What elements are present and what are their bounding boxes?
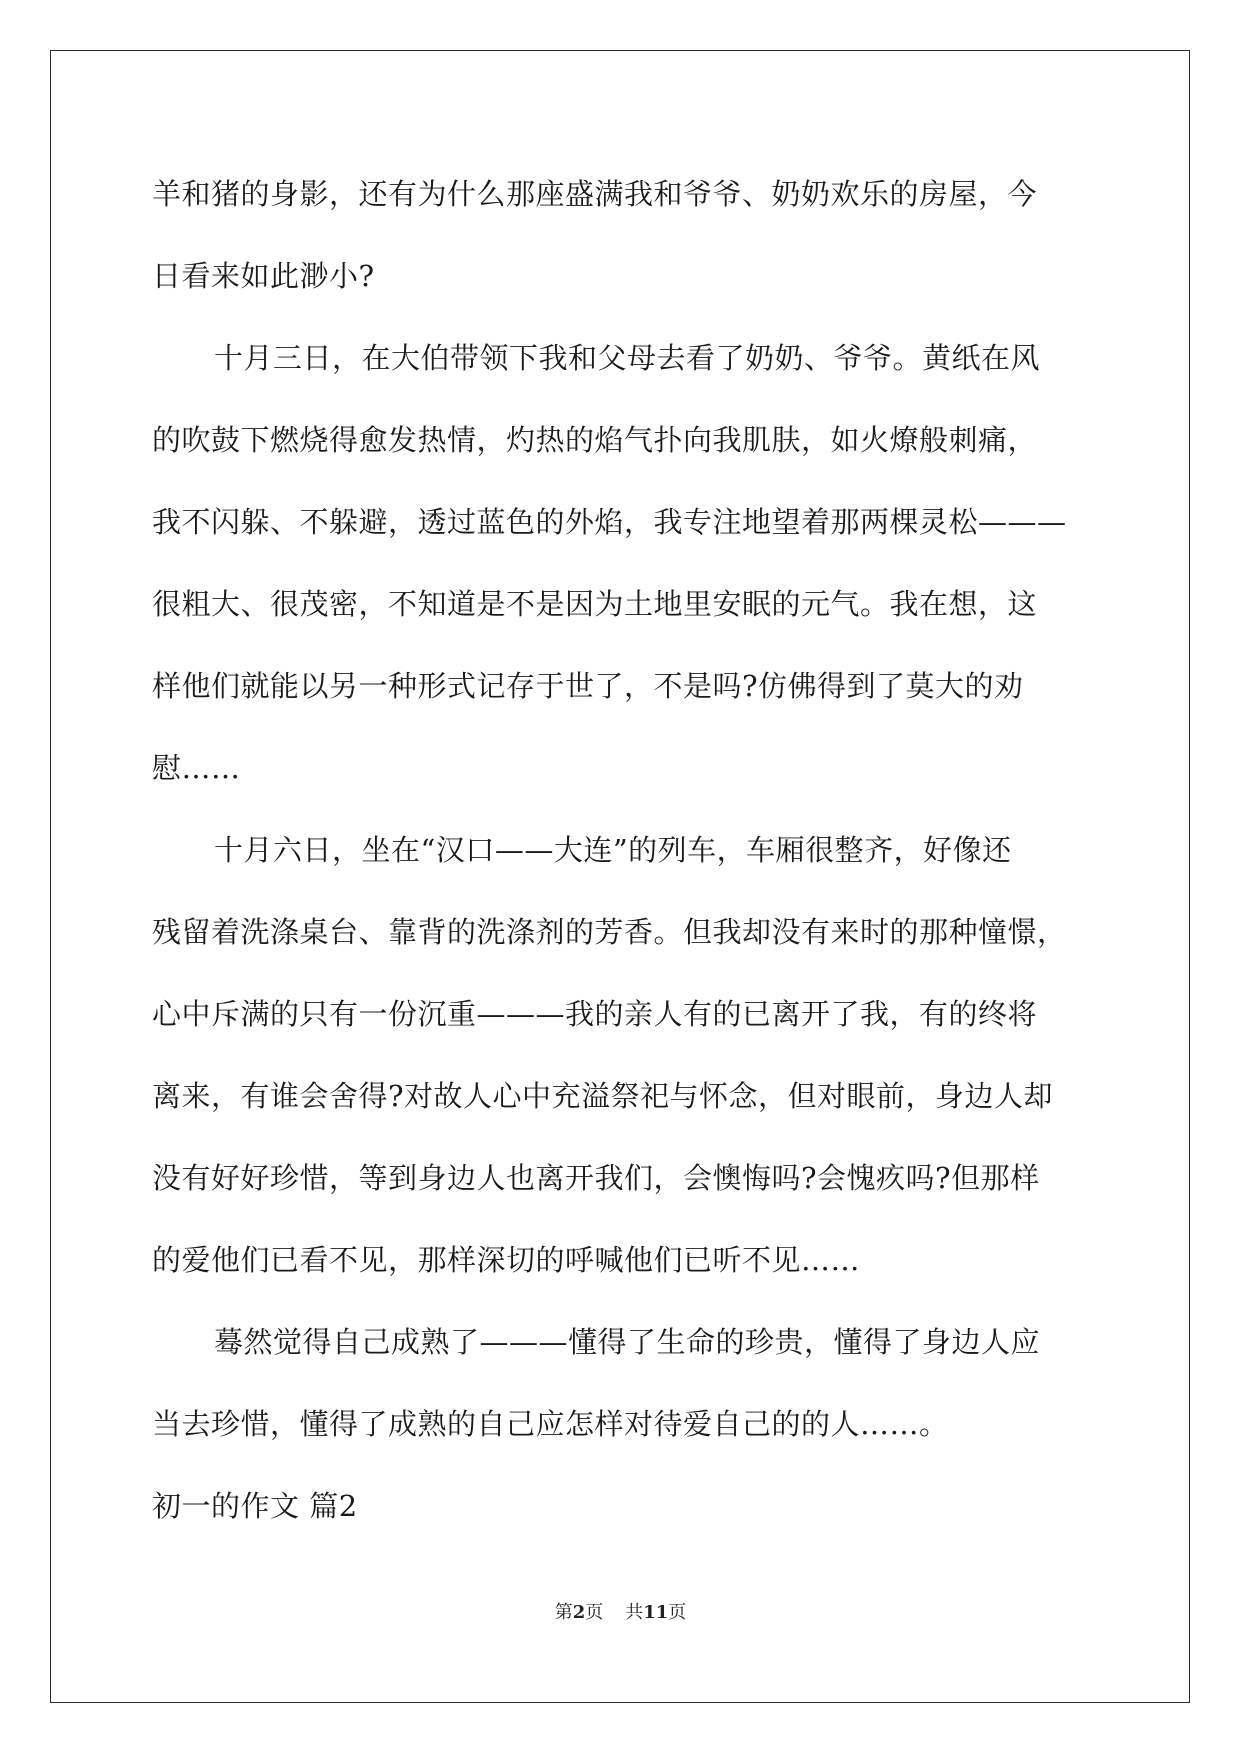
text-line: 当去珍惜，懂得了成熟的自己应怎样对待爱自己的的人……。: [152, 1407, 949, 1441]
text-line: 很粗大、很茂密，不知道是不是因为土地里安眠的元气。我在想，这: [152, 587, 1038, 621]
text-line: 离来，有谁会舍得?对故人心中充溢祭祀与怀念，但对眼前，身边人却: [152, 1079, 1054, 1113]
paragraph-start-line: 十月三日，在大伯带领下我和父母去看了奶奶、爷爷。黄纸在风: [214, 341, 1041, 375]
text-line: 我不闪躲、不躲避，透过蓝色的外焰，我专注地望着那两棵灵松———: [152, 505, 1067, 539]
text-line: 日看来如此渺小?: [152, 259, 375, 293]
total-pages: 11: [643, 1602, 669, 1623]
text-line: 的吹鼓下燃烧得愈发热情，灼热的焰气扑向我肌肤，如火燎般刺痛，: [152, 423, 1038, 457]
total-suffix: 页: [668, 1602, 687, 1623]
text-line: 样他们就能以另一种形式记存于世了，不是吗?仿佛得到了莫大的劝: [152, 669, 1024, 703]
section-heading: 初一的作文 篇2: [152, 1489, 358, 1523]
page-prefix: 第: [554, 1602, 573, 1623]
text-line: 残留着洗涤桌台、靠背的洗涤剂的芳香。但我却没有来时的那种憧憬，: [152, 915, 1067, 949]
page-number: 2: [572, 1602, 586, 1623]
text-line: 羊和猪的身影，还有为什么那座盛满我和爷爷、奶奶欢乐的房屋，今: [152, 177, 1038, 211]
page-suffix: 页: [585, 1602, 604, 1623]
document-body: [152, 153, 1094, 1547]
total-prefix: 共: [625, 1602, 644, 1623]
text-line: 慰……: [152, 751, 241, 785]
paragraph-start-line: 十月六日，坐在“汉口——大连”的列车，车厢很整齐，好像还: [214, 833, 1012, 867]
page-footer: [0, 1598, 1241, 1624]
text-line: 没有好好珍惜，等到身边人也离开我们，会懊悔吗?会愧疚吗?但那样: [152, 1161, 1040, 1195]
text-line: 心中斥满的只有一份沉重———我的亲人有的已离开了我，有的终将: [152, 997, 1038, 1031]
paragraph-start-line: 蓦然觉得自己成熟了———懂得了生命的珍贵，懂得了身边人应: [214, 1325, 1041, 1359]
text-line: 的爱他们已看不见，那样深切的呼喊他们已听不见……: [152, 1243, 861, 1277]
